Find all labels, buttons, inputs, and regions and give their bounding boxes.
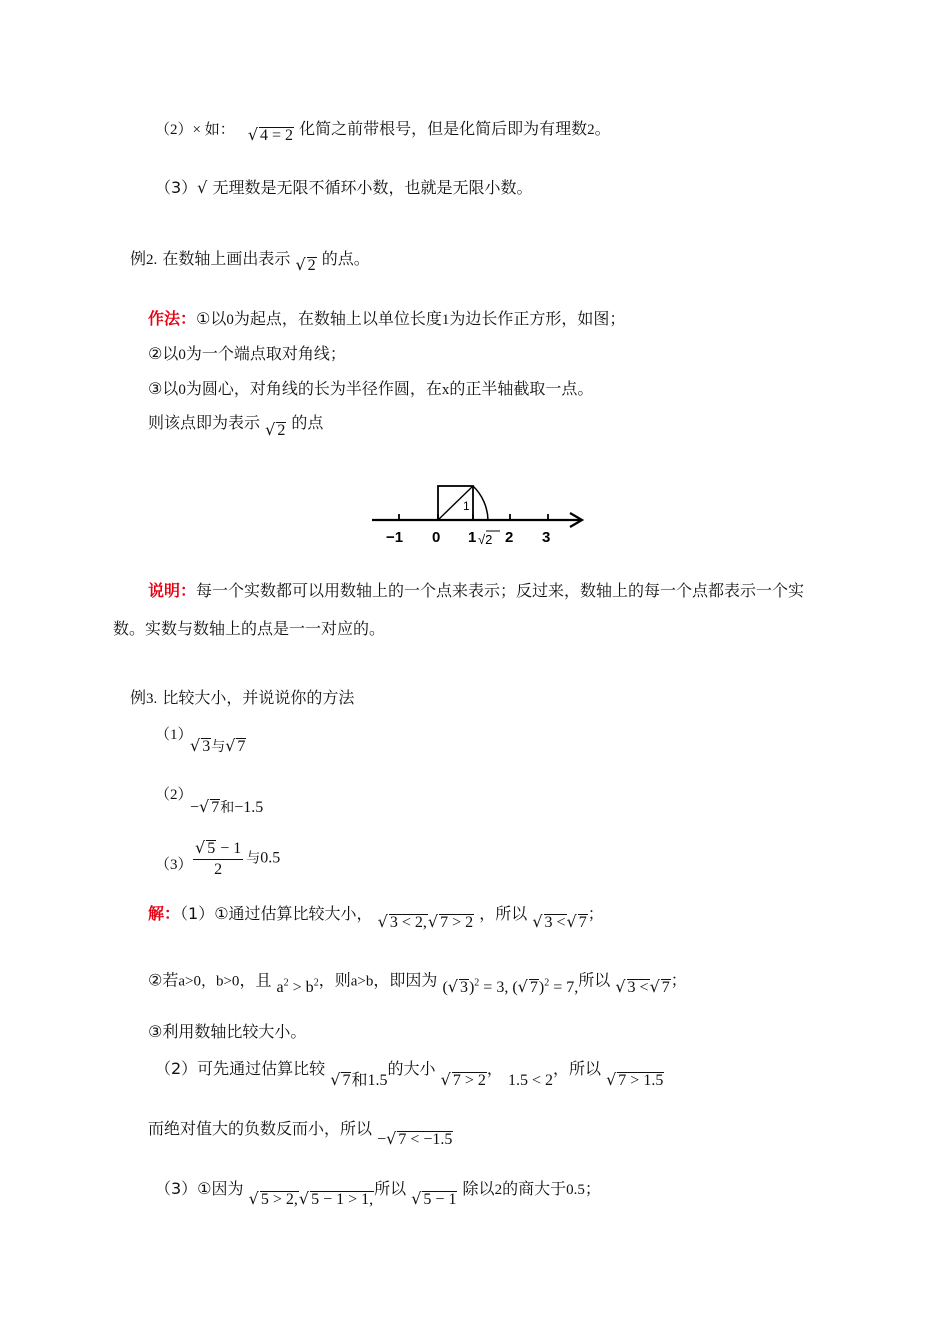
note-line-1: 说明：每一个实数都可以用数轴上的一个点来表示；反过来，数轴上的每一个点都表示一个实	[148, 581, 805, 600]
solution-line-5: 而绝对值大的负数反而小，所以 −√ 7 < −1.5	[148, 1119, 453, 1148]
method-line-1: 作法：①以0为起点，在数轴上以单位长度1为边长作正方形，如图；	[148, 309, 626, 328]
solution-line-2: ②若a>0，b>0，且 $a^2 > b^2$，则a>b，即因为 (√ 3)$^2$ = 3, (√ 7)$^2$ = 7,所以 √ 3 <√ 7；	[148, 970, 687, 997]
question-3-expression: $\frac{√ 5 - 1}{2}$ 与0.5	[195, 838, 281, 878]
solution-line-3: ③利用数轴比较大小。	[148, 1022, 307, 1041]
fraction: $\frac{√ 5 - 1}{2}$	[195, 838, 242, 878]
item-2-line: （2）× 如： √ 4 = 2 化简之前带根号，但是化简后即为有理数2。	[155, 119, 611, 144]
sqrt4-equation: √ 4 = 2	[247, 125, 294, 144]
tick-label-sqrt2: √2	[478, 532, 493, 547]
side-label: 1	[463, 499, 470, 513]
solution-line-4: （2）可先通过估算比较 √ 7和1.5的大小 √ 7 > 2， 1.5 < 2，所以 √ 7 > 1.5	[155, 1059, 664, 1089]
tick-label-2: 2	[505, 529, 514, 546]
item-3-line: （3）√ 无理数是无限不循环小数，也就是无限小数。	[155, 178, 533, 197]
question-1-expression: √ 3与√ 7	[190, 736, 246, 755]
tick-label-neg1: −1	[386, 529, 404, 546]
question-1: （1）	[155, 727, 193, 743]
sqrt2-expression-2: √ 2	[265, 420, 286, 439]
example-2-heading: 例2. 在数轴上画出表示 √ 2 的点。	[130, 249, 370, 274]
tick-label-3: 3	[542, 529, 551, 546]
question-3: （3）	[155, 857, 193, 873]
tick-label-1: 1	[468, 529, 477, 546]
number-line-figure	[360, 478, 600, 550]
method-line-2: ②以0为一个端点取对角线；	[148, 344, 346, 363]
sqrt2-expression: √ 2	[295, 255, 316, 274]
method-line-3: ③以0为圆心，对角线的长为半径作圆，在x的正半轴截取一点。	[148, 379, 594, 398]
tick-label-0: 0	[432, 529, 441, 546]
arc	[473, 486, 488, 520]
method-line-4: 则该点即为表示 √ 2 的点	[148, 413, 324, 439]
question-2: （2）	[155, 787, 193, 803]
example-3-heading: 例3. 比较大小，并说说你的方法	[130, 688, 355, 707]
solution-line-6: （3）①因为 √ 5 > 2,√ 5 − 1 > 1,所以 √ 5 − 1 除以2的商大于0.5；	[155, 1179, 601, 1208]
note-line-2: 数。实数与数轴上的点是一一对应的。	[113, 619, 386, 638]
question-2-expression: −√ 7和−1.5	[190, 797, 264, 816]
solution-line-1: 解：（1）①通过估算比较大小， √ 3 < 2,√ 7 > 2 ，所以 √ 3 <√ 7；	[148, 904, 604, 931]
